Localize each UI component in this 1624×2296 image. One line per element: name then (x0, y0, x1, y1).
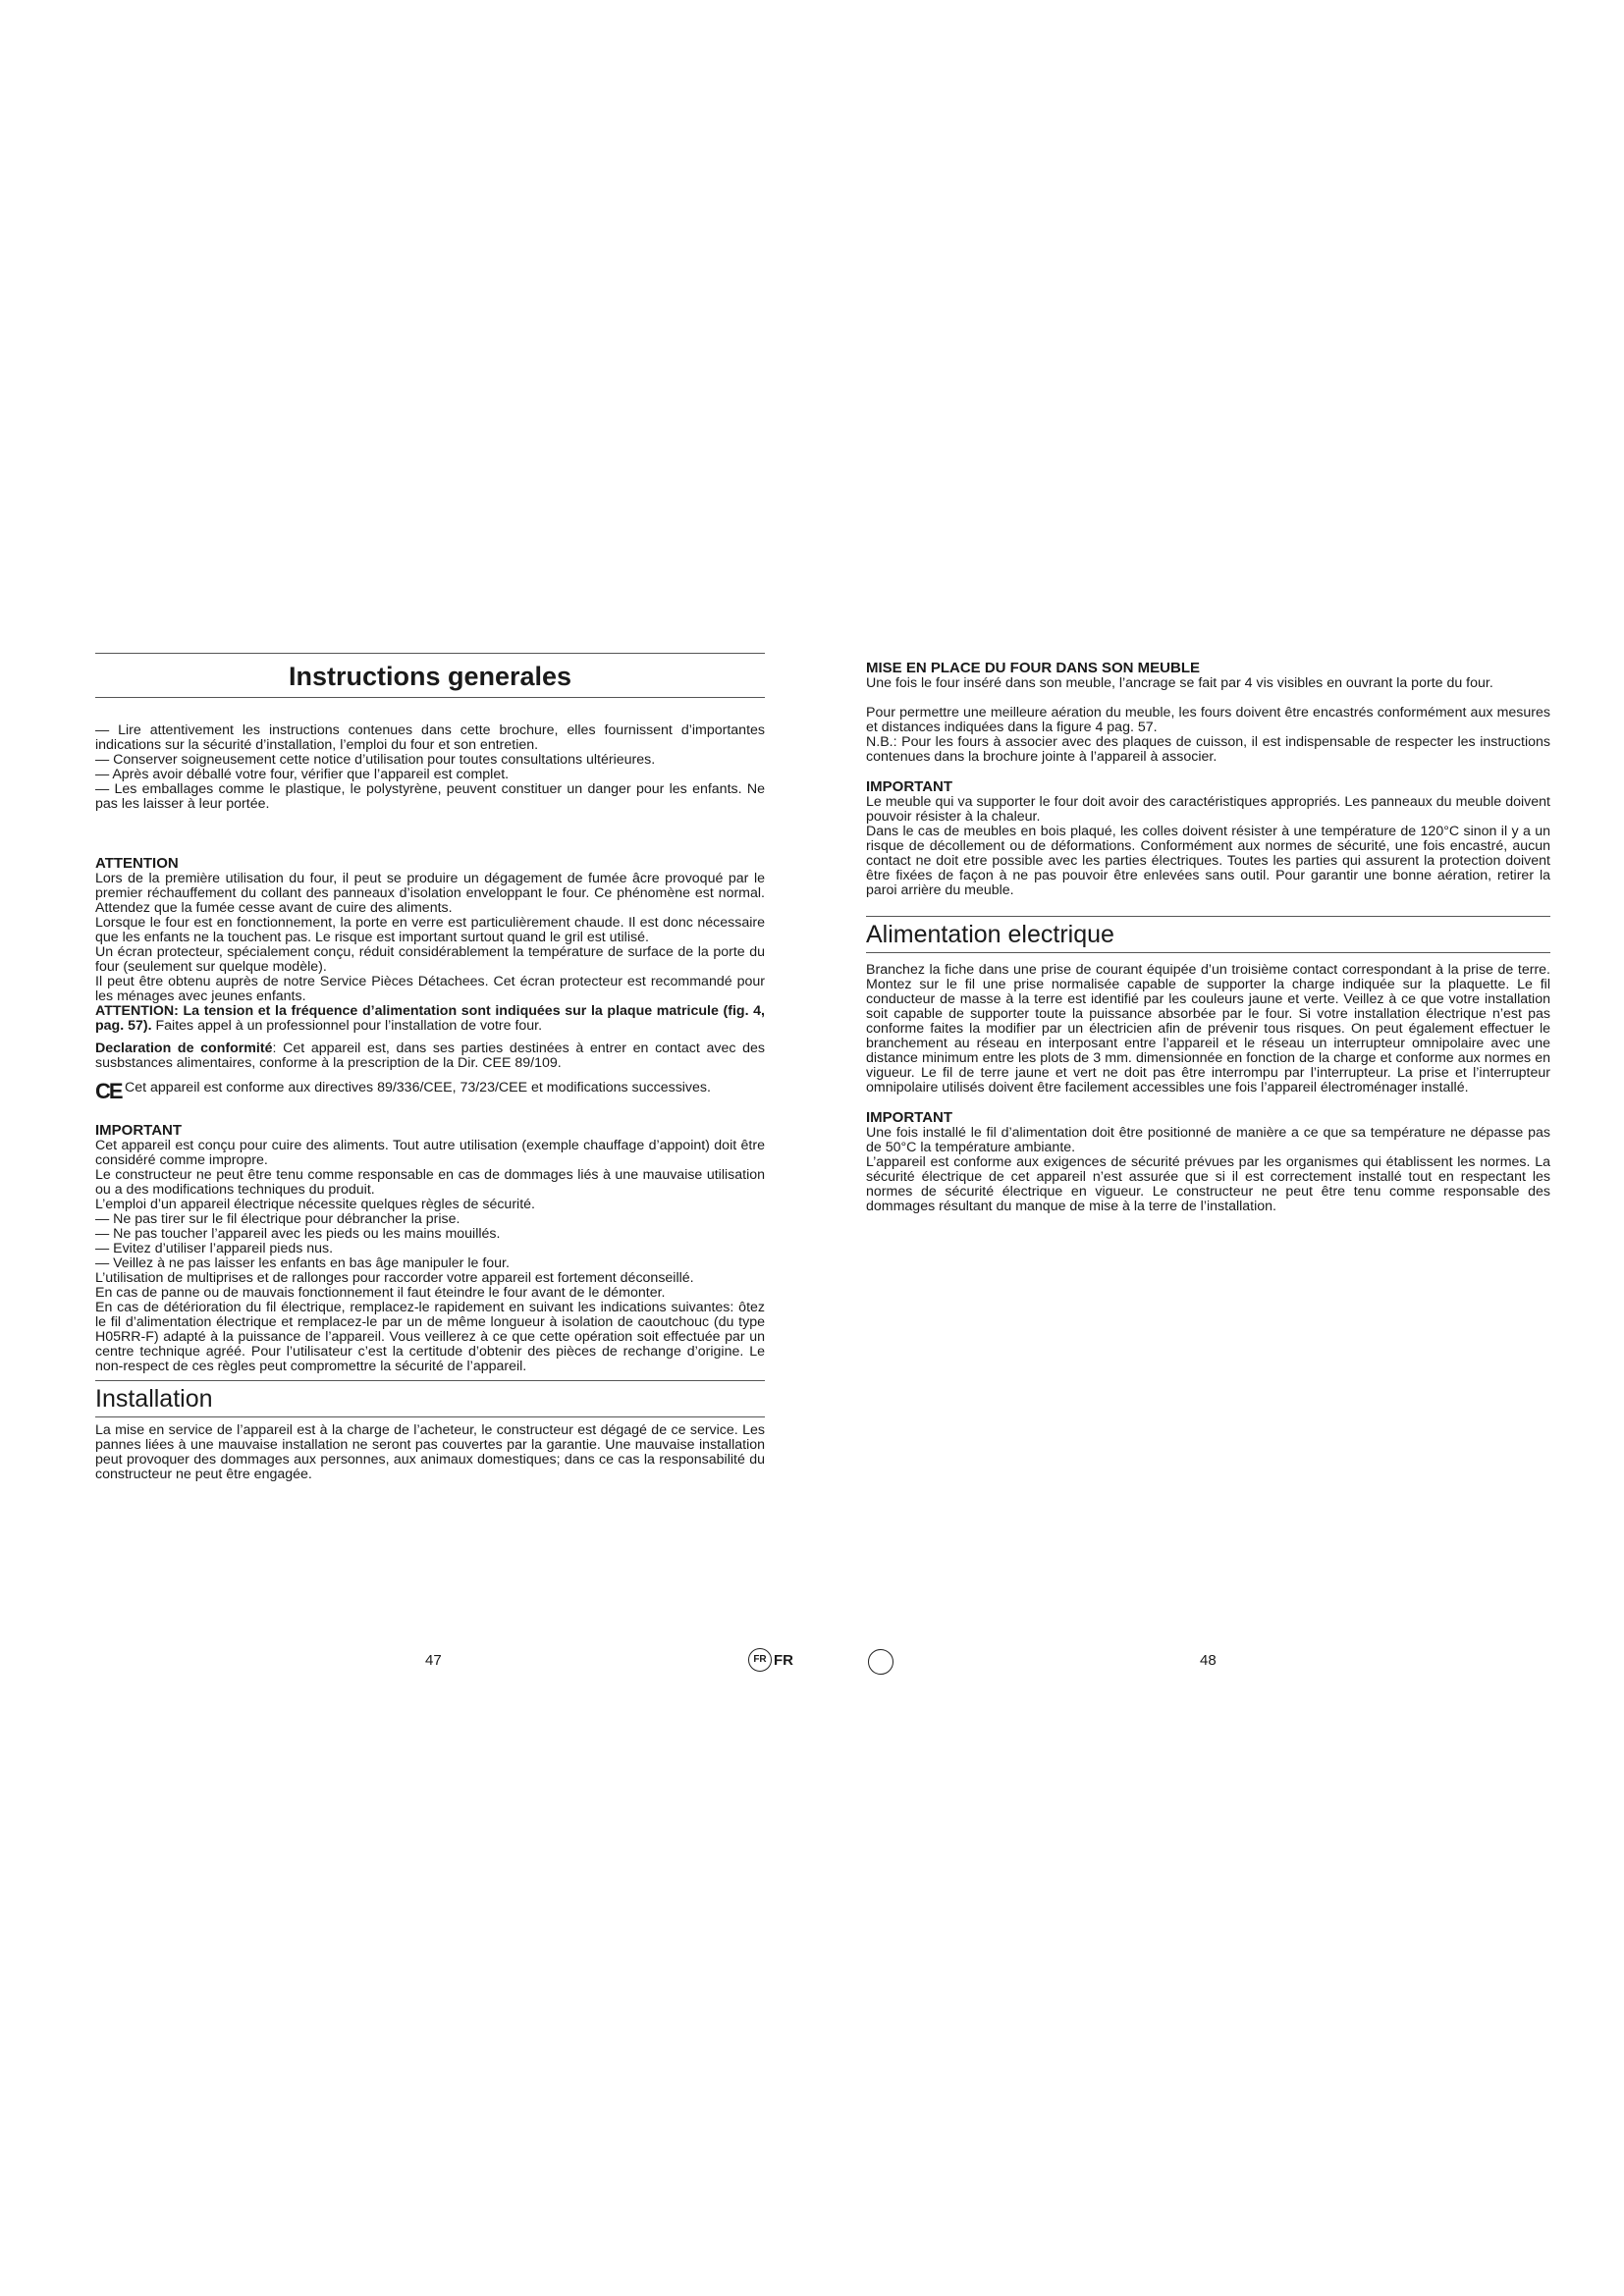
ce-conformity-row (95, 1081, 765, 1102)
important-paragraph: Dans le cas de meubles en bois plaqué, les colles doivent résister à une température de 120°C sinon il y a un risque de décollement ou de déformations. Conformément aux normes de sécurité, une fois encastré, aucun contact ne doit etre possible avec les parties électriques. Toutes les parties qui assurent la protection doivent être fixées de façon à ne pas pouvoir être enlevées sans outil. Pour garantir une bonne aération, retirer la paroi arrière du meuble. (866, 824, 1550, 898)
important-paragraph: L’appareil est conforme aux exigences de sécurité prévues par les organismes qui établissent les normes. La sécurité électrique de cet appareil n’est assurée que si il est correctement installé tout en respectant les normes de sécurité électrique en vigueur. Le constructeur ne peut être tenu comme responsable des dommages résultant du manque de mise à la terre de l’installation. (866, 1154, 1550, 1214)
ce-mark-icon: CE (95, 1079, 122, 1103)
important-paragraph: Le constructeur ne peut être tenu comme responsable en cas de dommages liés à une mauvaise utilisation ou a des modifications techniques du produit. (95, 1167, 765, 1198)
installation-title: Installation (95, 1385, 213, 1413)
attention-voltage-bold: ATTENTION: La tension et la fréquence d’alimentation sont indiquées sur la plaque matricule (fig. 4, pag. 57). (95, 1003, 765, 1034)
important-paragraph: — Ne pas tirer sur le fil électrique pour débrancher la prise. (95, 1211, 460, 1227)
attention-heading: ATTENTION (95, 855, 179, 872)
important-paragraph: — Veillez à ne pas laisser les enfants en bas âge manipuler le four. (95, 1255, 510, 1271)
important-paragraph: — Ne pas toucher l’appareil avec les pieds ou les mains mouillés. (95, 1226, 501, 1242)
page-number-right: 48 (1200, 1652, 1217, 1669)
conformity-declaration (95, 1041, 765, 1071)
important-paragraph: Le meuble qui va supporter le four doit avoir des caractéristiques appropriés. Les panneaux du meuble doivent pouvoir résister à la chaleur. (866, 794, 1550, 825)
intro-item: — Après avoir déballé votre four, vérifier que l’appareil est complet. (95, 767, 510, 782)
alimentation-title: Alimentation electrique (866, 921, 1114, 948)
language-badge (748, 1648, 793, 1672)
aeration-text: Pour permettre une meilleure aération du meuble, les fours doivent être encastrés conformément aux mesures et distances indiquées dans la figure 4 pag. 57. (866, 705, 1550, 735)
intro-item: — Lire attentivement les instructions contenues dans cette brochure, elles fournissent d’importantes indications sur la sécurité d’installation, l’emploi du four et son entretien. (95, 722, 765, 753)
language-badge-text: FR (774, 1651, 793, 1669)
page-title: Instructions generales (288, 662, 572, 691)
important-paragraph: En cas de détérioration du fil électrique, remplacez-le rapidement en suivant les indications suivantes: ôtez le fil d’alimentation électrique et remplacez-le par un de même longueur à isolation de caoutchouc (du type H05RR-F) adapté à la puissance de l’appareil. Vous veillerez à ce que cette opération soit effectuée par un centre technique agréé. Pour l’utilisateur c’est la certitude d’obtenir des pièces de rechange d’origine. Le non-respect de ces règles peut compromettre la sécurité de l’appareil. (95, 1300, 765, 1374)
page-number-left: 47 (425, 1652, 442, 1669)
important-paragraph: L’utilisation de multiprises et de rallonges pour raccorder votre appareil est fortement déconseillé. (95, 1270, 694, 1286)
divider (95, 653, 765, 654)
conformity-text: : Cet appareil est, dans ses parties destinées à entrer en contact avec des susbstances alimentaires, conforme à la prescription de la Dir. CEE 89/109. (95, 1041, 765, 1071)
left-page (95, 653, 765, 1482)
conformity-label: Declaration de conformité (95, 1041, 273, 1056)
important-paragraph: Cet appareil est conçu pour cuire des aliments. Tout autre utilisation (exemple chauffage d’appoint) doit être considéré comme impropre. (95, 1138, 765, 1168)
divider (866, 916, 1550, 917)
important-paragraph: L’emploi d’un appareil électrique nécessite quelques règles de sécurité. (95, 1197, 535, 1212)
attention-paragraph: Lors de la première utilisation du four, il peut se produire un dégagement de fumée âcre provoqué par le premier réchauffement du collant des panneaux d’isolation enveloppant le four. Ce phénomène est normal. Attendez que la fumée cesse avant de cuire des aliments. (95, 871, 765, 916)
divider (95, 1380, 765, 1381)
alimentation-text: Branchez la fiche dans une prise de courant équipée d’un troisième contact correspondant à la prise de terre. Montez sur le fil une prise normalisée capable de supporter la charge indiquée sur la plaquette. Le fil conducteur de masse à la terre est identifié par les couleurs jaune et verte. Veillez à ce que votre installation soit capable de supporter toute la puissance absorbée par le four. Si votre installation électrique n’est pas conforme faites la modifier par un électricien afin de prévenir tous risques. On peut également effectuer le branchement au réseau en interposant entre l’appareil et le réseau un interrupteur omnipolaire avec une distance minimum entre les plots de 3 mm. dimensionnée en fonction de la charge et conforme aux normes en vigueur. Le fil de terre jaune et vert ne doit pas être interrompu par l’interrupteur. La prise et l’interrupteur omnipolaire utilisés doivent être facilement accessibles une fois l’appareil électroménager installé. (866, 962, 1550, 1095)
intro-item: — Les emballages comme le plastique, le polystyrène, peuvent constituer un danger pour les enfants. Ne pas les laisser à leur portée. (95, 781, 765, 812)
important-heading: IMPORTANT (866, 1109, 953, 1126)
mise-en-place-text: Une fois le four inséré dans son meuble, l’ancrage se fait par 4 vis visibles en ouvrant la porte du four. (866, 675, 1493, 691)
important-paragraph: En cas de panne ou de mauvais fonctionnement il faut éteindre le four avant de le démonter. (95, 1285, 666, 1301)
attention-voltage-tail: Faites appel à un professionnel pour l’installation de votre four. (151, 1018, 543, 1034)
fr-circle-icon: FR (748, 1648, 772, 1672)
attention-paragraph: Il peut être obtenu auprès de notre Service Pièces Détachees. Cet écran protecteur est recommandé pour les ménages avec jeunes enfants. (95, 974, 765, 1004)
attention-paragraph: Un écran protecteur, spécialement conçu, réduit considérablement la température de surface de la porte du four (seulement sur quelque modèle). (95, 944, 765, 975)
empty-circle-icon (868, 1649, 893, 1675)
intro-item: — Conserver soigneusement cette notice d’utilisation pour toutes consultations ultérieures. (95, 752, 656, 768)
important-paragraph: Une fois installé le fil d’alimentation doit être positionné de manière a ce que sa température ne dépasse pas de 50°C la température ambiante. (866, 1125, 1550, 1155)
installation-text: La mise en service de l’appareil est à la charge de l’acheteur, le constructeur est dégagé de ce service. Les pannes liées à une mauvaise installation ne seront pas couvertes par la garantie. Une mauvaise installation peut provoquer des dommages aux personnes, aux animaux domestiques; dans ce cas la responsabilité du constructeur ne peut être engagée. (95, 1422, 765, 1482)
nb-text: N.B.: Pour les fours à associer avec des plaques de cuisson, il est indispensable de respecter les instructions contenues dans la brochure jointe à l’appareil à associer. (866, 734, 1550, 765)
important-paragraph: — Evitez d’utiliser l’appareil pieds nus. (95, 1241, 334, 1256)
attention-paragraph: Lorsque le four est en fonctionnement, la porte en verre est particulièrement chaude. Il est donc nécessaire que les enfants ne la touchent pas. Le risque est important surtout quand le gril est utilisé. (95, 915, 765, 945)
attention-voltage-note (95, 1004, 765, 1034)
right-page (866, 660, 1550, 1214)
ce-text: Cet appareil est conforme aux directives 89/336/CEE, 73/23/CEE et modifications successives. (125, 1080, 711, 1095)
important-heading: IMPORTANT (866, 778, 953, 795)
important-heading: IMPORTANT (95, 1122, 183, 1139)
mise-en-place-heading: MISE EN PLACE DU FOUR DANS SON MEUBLE (866, 660, 1201, 676)
